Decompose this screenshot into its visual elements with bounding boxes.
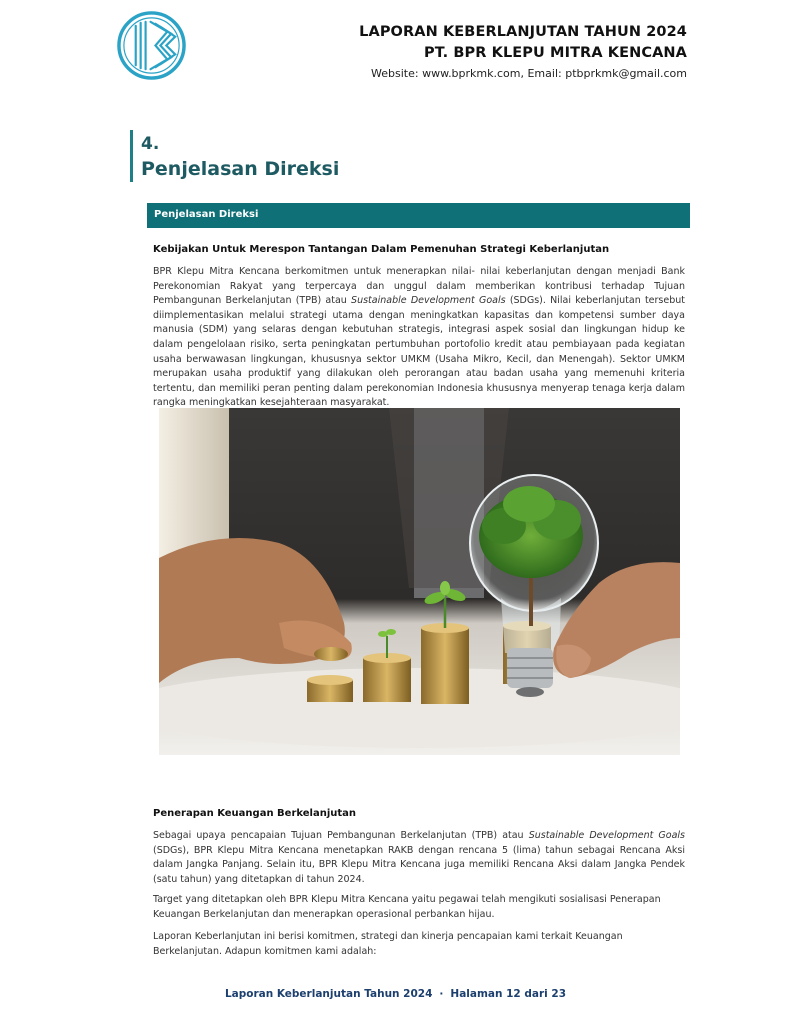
footer-separator: ·: [439, 988, 444, 1000]
contact-info: Website: www.bprkmk.com, Email: ptbprkmk@gmail.com: [371, 67, 687, 80]
report-header: [359, 22, 687, 82]
company-name: PT. BPR KLEPU MITRA KENCANA: [424, 45, 687, 61]
implementation-paragraph-1: Sebagai upaya pencapaian Tujuan Pembangunan Berkelanjutan (TPB) atau Sustainable Development Goals (SDGs), BPR Klepu Mitra Kencana menetapkan RAKB dengan rencana 5 (lima) tahun sebagai Rencana Aksi dalam Jangka Panjang. Selain itu, BPR Klepu Mitra Kencana juga memiliki Rencana Aksi dalam Jangka Pendek (satu tahun) yang ditetapkan di tahun 2024.: [153, 830, 686, 885]
section-accent-bar: [130, 130, 133, 182]
implementation-paragraph-3: Laporan Keberlanjutan ini berisi komitmen, strategi dan kinerja pencapaian kami terkait Keuangan Berkelanjutan. Adapun komitmen kami adalah:: [153, 931, 623, 957]
footer-page-number: Halaman 12 dari 23: [450, 988, 567, 1000]
footer-report-title: Laporan Keberlanjutan Tahun 2024: [224, 988, 433, 1000]
section-title: Penjelasan Direksi: [141, 158, 340, 180]
coins-plant-lightbulb-photo: [159, 408, 680, 755]
bpr-klepu-logo-icon: [116, 10, 187, 81]
subheading-policy: Kebijakan Untuk Merespon Tantangan Dalam Pemenuhan Strategi Keberlanjutan: [153, 244, 610, 255]
section-banner: [147, 203, 690, 228]
implementation-paragraph-2: Target yang ditetapkan oleh BPR Klepu Mitra Kencana yaitu pegawai telah mengikuti sosialisasi Penerapan Keuangan Berkelanjutan dan menerapkan operasional perbankan hijau.: [153, 894, 661, 920]
page-footer: [0, 988, 791, 1000]
section-number: 4.: [141, 134, 160, 154]
subheading-implementation: Penerapan Keuangan Berkelanjutan: [153, 808, 357, 819]
policy-paragraph: BPR Klepu Mitra Kencana berkomitmen untuk menerapkan nilai- nilai keberlanjutan dengan menjadi Bank Perekonomian Rakyat yang terpercaya dan unggul dalam memberikan kontribusi terhadap Tujuan Pembangunan Berkelanjutan (TPB) atau Sustainable Development Goals (SDGs). Nilai keberlanjutan tersebut diimplementasikan melalui strategi utama dengan meningkatkan kapasitas dan kompetensi sumber daya manusia (SDM) yang selaras dengan kebutuhan strategis, integrasi aspek sosial dan lingkungan hidup ke dalam pengelolaan risiko, serta peningkatan pertumbuhan portofolio kredit atau pembiayaan pada kegiatan usaha berwawasan lingkungan, khususnya sektor UMKM (Usaha Mikro, Kecil, dan Menengah). Sektor UMKM merupakan usaha produktif yang dilakukan oleh perorangan atau badan usaha yang memenuhi kriteria tertentu, dan memiliki peran penting dalam perekonomian Indonesia khususnya menyerap tenaga kerja dalam rangka meningkatkan kesejahteraan masyarakat.: [153, 266, 685, 409]
report-title: LAPORAN KEBERLANJUTAN TAHUN 2024: [359, 24, 687, 40]
section-banner-label: Penjelasan Direksi: [154, 209, 259, 220]
